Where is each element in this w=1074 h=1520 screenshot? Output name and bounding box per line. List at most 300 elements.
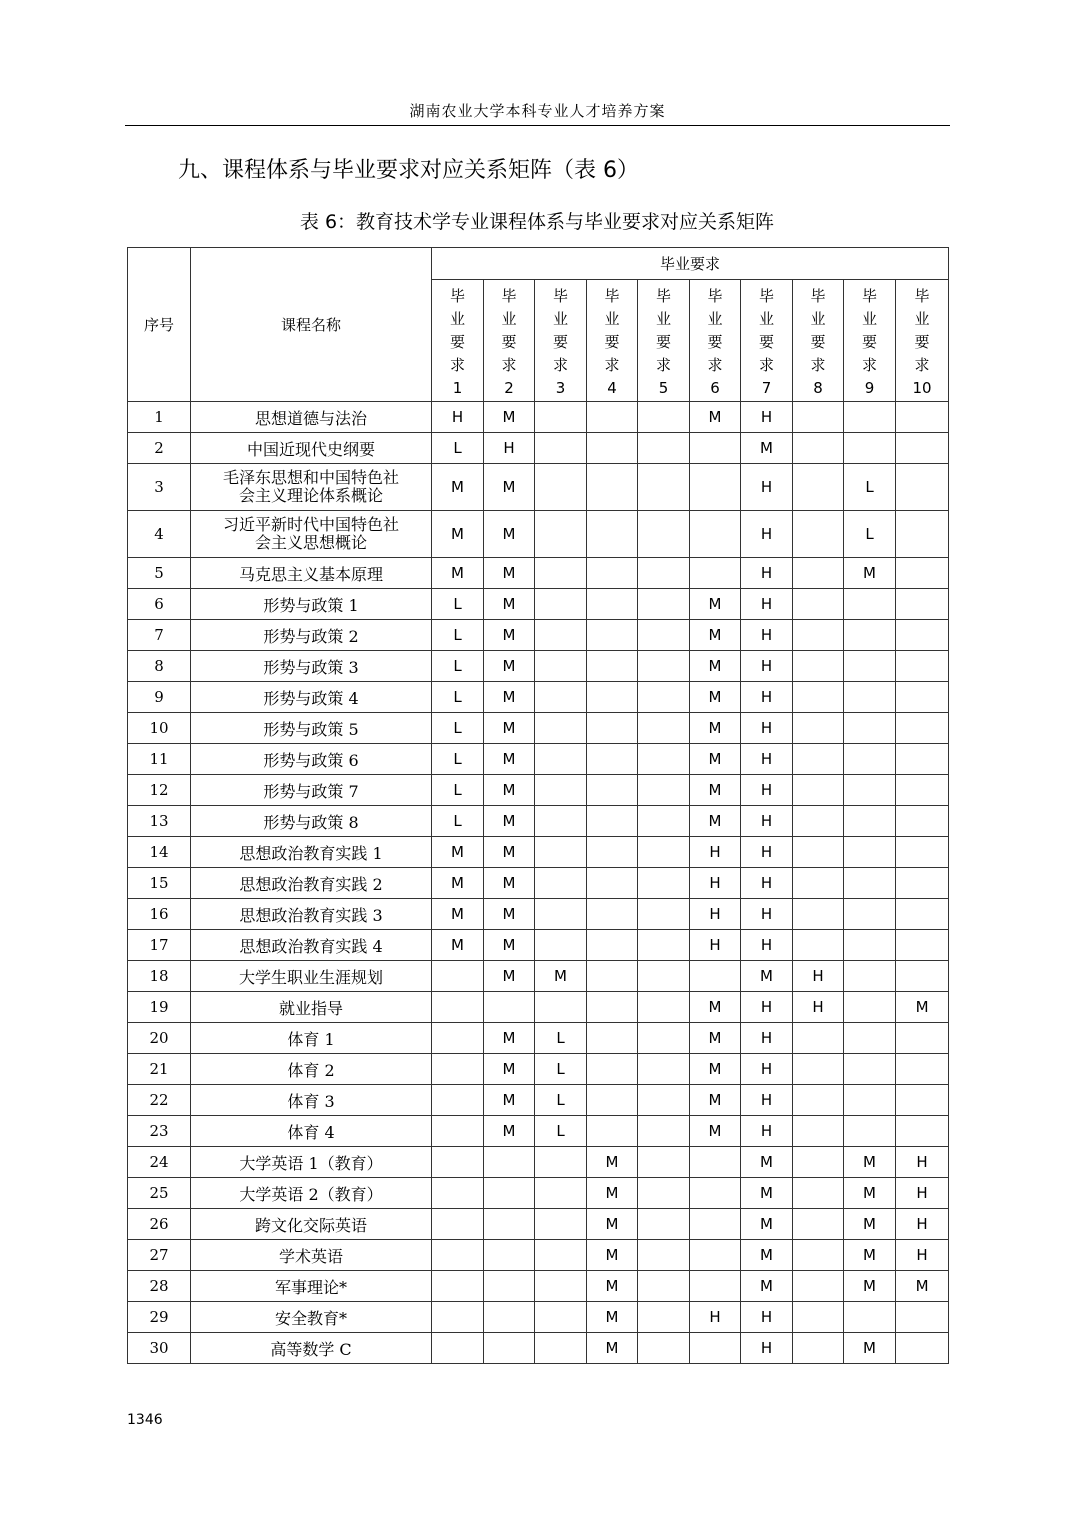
requirement-number: 3 (555, 378, 566, 397)
requirement-level-cell (793, 1054, 844, 1085)
course-name: 思想政治教育实践 4 (191, 930, 432, 961)
requirement-level-cell: H (896, 1147, 949, 1178)
requirement-level-cell: L (432, 682, 484, 713)
requirement-char: 毕 (707, 286, 723, 305)
table-row (128, 899, 949, 930)
course-name: 形势与政策 4 (191, 682, 432, 713)
course-name: 毛泽东思想和中国特色社会主义理论体系概论 (191, 464, 432, 511)
requirement-level-cell (844, 620, 896, 651)
requirement-char: 业 (501, 309, 517, 328)
requirement-level-cell: M (484, 589, 535, 620)
requirement-level-cell (432, 961, 484, 992)
requirement-level-cell: M (844, 558, 896, 589)
requirement-level-cell (793, 806, 844, 837)
requirement-level-cell: H (741, 899, 793, 930)
requirement-level-cell: M (587, 1147, 638, 1178)
requirement-level-cell (638, 1271, 690, 1302)
requirement-level-cell (587, 713, 638, 744)
requirement-level-cell (844, 806, 896, 837)
requirement-level-cell (896, 868, 949, 899)
requirement-level-cell: H (741, 402, 793, 433)
requirement-level-cell (793, 1271, 844, 1302)
requirement-level-cell (638, 899, 690, 930)
row-index: 1 (128, 402, 191, 433)
table-row (128, 589, 949, 620)
requirement-level-cell (844, 402, 896, 433)
requirement-level-cell (638, 713, 690, 744)
requirement-level-cell (844, 1054, 896, 1085)
requirement-char: 要 (861, 332, 877, 351)
requirement-level-cell (432, 1302, 484, 1333)
header-requirement-9 (844, 280, 896, 402)
requirement-level-cell (690, 1178, 741, 1209)
requirement-char: 毕 (604, 286, 620, 305)
header-requirement-7 (741, 280, 793, 402)
course-name: 思想政治教育实践 2 (191, 868, 432, 899)
requirement-level-cell (587, 464, 638, 511)
requirement-char: 求 (655, 355, 671, 374)
requirement-level-cell (638, 1240, 690, 1271)
table-row (128, 1023, 949, 1054)
course-name: 高等数学 C (191, 1333, 432, 1364)
requirement-char: 业 (552, 309, 568, 328)
table-row (128, 1333, 949, 1364)
requirement-level-cell: M (587, 1333, 638, 1364)
table-row (128, 1054, 949, 1085)
requirement-level-cell (793, 1333, 844, 1364)
table-row (128, 1271, 949, 1302)
requirement-level-cell (638, 744, 690, 775)
requirement-char: 毕 (810, 286, 826, 305)
requirement-level-cell (844, 589, 896, 620)
requirement-level-cell (432, 1054, 484, 1085)
row-index: 28 (128, 1271, 191, 1302)
requirement-level-cell (638, 589, 690, 620)
requirement-level-cell: M (484, 837, 535, 868)
row-index: 3 (128, 464, 191, 511)
requirement-level-cell: H (690, 868, 741, 899)
course-name: 马克思主义基本原理 (191, 558, 432, 589)
requirement-level-cell: M (690, 682, 741, 713)
requirement-char: 业 (655, 309, 671, 328)
requirement-level-cell (690, 961, 741, 992)
table-row (128, 620, 949, 651)
requirement-level-cell (896, 1023, 949, 1054)
requirement-level-cell (587, 682, 638, 713)
course-name: 就业指导 (191, 992, 432, 1023)
requirement-level-cell: L (844, 464, 896, 511)
requirement-char: 求 (810, 355, 826, 374)
row-index: 22 (128, 1085, 191, 1116)
table-row (128, 682, 949, 713)
course-name: 形势与政策 8 (191, 806, 432, 837)
requirement-level-cell: M (484, 1023, 535, 1054)
row-index: 7 (128, 620, 191, 651)
requirement-level-cell: M (741, 961, 793, 992)
requirement-number: 2 (504, 378, 514, 397)
requirement-level-cell: H (896, 1178, 949, 1209)
requirement-level-cell: M (587, 1240, 638, 1271)
requirement-level-cell (638, 1147, 690, 1178)
course-name: 中国近现代史纲要 (191, 433, 432, 464)
requirement-level-cell: M (484, 1085, 535, 1116)
requirement-level-cell: M (741, 1209, 793, 1240)
requirement-level-cell (690, 1147, 741, 1178)
requirement-level-cell: M (484, 806, 535, 837)
requirement-level-cell: H (484, 433, 535, 464)
requirement-level-cell (535, 930, 587, 961)
course-name: 体育 4 (191, 1116, 432, 1147)
requirement-char: 业 (810, 309, 826, 328)
requirement-level-cell: M (484, 464, 535, 511)
requirement-number: 7 (761, 378, 772, 397)
requirement-level-cell: M (844, 1240, 896, 1271)
requirement-level-cell (535, 837, 587, 868)
requirement-level-cell (535, 433, 587, 464)
requirement-level-cell (896, 1333, 949, 1364)
requirement-level-cell: L (432, 806, 484, 837)
requirement-level-cell: M (535, 961, 587, 992)
table-row (128, 433, 949, 464)
row-index: 5 (128, 558, 191, 589)
requirement-level-cell (535, 1271, 587, 1302)
requirement-level-cell (896, 682, 949, 713)
requirement-level-cell: H (741, 1302, 793, 1333)
requirement-level-cell (793, 402, 844, 433)
requirement-level-cell (535, 1178, 587, 1209)
course-name: 安全教育* (191, 1302, 432, 1333)
requirement-level-cell: H (432, 402, 484, 433)
requirement-char: 要 (707, 332, 723, 351)
requirement-level-cell (793, 713, 844, 744)
requirement-level-cell (638, 511, 690, 558)
requirement-char: 求 (604, 355, 620, 374)
requirement-level-cell: M (844, 1209, 896, 1240)
requirement-char: 业 (449, 309, 465, 328)
table-caption: 表 6：教育技术学专业课程体系与毕业要求对应关系矩阵 (299, 211, 775, 233)
table-row (128, 558, 949, 589)
course-name: 形势与政策 3 (191, 651, 432, 682)
requirement-level-cell: M (690, 620, 741, 651)
requirement-level-cell (484, 992, 535, 1023)
row-index: 27 (128, 1240, 191, 1271)
course-name: 跨文化交际英语 (191, 1209, 432, 1240)
requirement-level-cell: L (535, 1085, 587, 1116)
requirement-level-cell: H (793, 992, 844, 1023)
requirement-level-cell (638, 651, 690, 682)
requirement-char: 毕 (449, 286, 465, 305)
requirement-level-cell (587, 744, 638, 775)
requirement-level-cell: L (535, 1023, 587, 1054)
requirement-level-cell: H (741, 1116, 793, 1147)
requirement-level-cell (432, 1116, 484, 1147)
requirement-char: 求 (501, 355, 517, 374)
requirement-level-cell (484, 1271, 535, 1302)
requirement-level-cell (535, 1240, 587, 1271)
requirement-level-cell: M (432, 511, 484, 558)
requirement-level-cell: M (484, 713, 535, 744)
requirement-level-cell (896, 558, 949, 589)
row-index: 15 (128, 868, 191, 899)
requirement-level-cell: H (690, 1302, 741, 1333)
requirement-char: 业 (914, 309, 930, 328)
requirement-level-cell (638, 1178, 690, 1209)
requirement-level-cell (484, 1147, 535, 1178)
requirement-char: 要 (758, 332, 774, 351)
requirement-level-cell (896, 899, 949, 930)
course-name: 体育 2 (191, 1054, 432, 1085)
requirement-level-cell: M (484, 558, 535, 589)
course-name: 形势与政策 1 (191, 589, 432, 620)
requirement-level-cell (690, 1240, 741, 1271)
requirement-level-cell (793, 651, 844, 682)
requirement-level-cell: M (690, 992, 741, 1023)
requirement-level-cell (793, 1302, 844, 1333)
requirement-level-cell (793, 558, 844, 589)
requirement-level-cell (432, 992, 484, 1023)
requirement-level-cell (638, 806, 690, 837)
requirement-level-cell (638, 1085, 690, 1116)
requirement-char: 业 (861, 309, 877, 328)
header-requirement-2 (484, 280, 535, 402)
requirement-level-cell (432, 1240, 484, 1271)
row-index: 29 (128, 1302, 191, 1333)
requirement-level-cell (793, 868, 844, 899)
requirement-level-cell (535, 1333, 587, 1364)
requirement-char: 业 (758, 309, 774, 328)
table-row (128, 1240, 949, 1271)
requirement-level-cell (844, 930, 896, 961)
requirement-number: 6 (710, 378, 720, 397)
requirement-level-cell: M (432, 868, 484, 899)
requirement-number: 10 (912, 378, 932, 397)
requirement-level-cell (844, 433, 896, 464)
requirement-level-cell: M (484, 620, 535, 651)
requirement-level-cell: H (741, 682, 793, 713)
requirement-level-cell (844, 775, 896, 806)
requirement-level-cell: M (690, 651, 741, 682)
header-requirement-8 (793, 280, 844, 402)
requirement-char: 求 (552, 355, 568, 374)
course-name: 形势与政策 7 (191, 775, 432, 806)
table-row (128, 1116, 949, 1147)
requirement-level-cell (587, 930, 638, 961)
requirement-level-cell (844, 899, 896, 930)
requirement-char: 要 (810, 332, 826, 351)
requirement-level-cell (587, 992, 638, 1023)
row-index: 4 (128, 511, 191, 558)
requirement-level-cell (793, 511, 844, 558)
requirement-number: 1 (452, 378, 463, 397)
requirement-level-cell (793, 1209, 844, 1240)
requirement-level-cell (638, 620, 690, 651)
requirement-level-cell: M (432, 558, 484, 589)
requirement-number: 8 (813, 378, 823, 397)
requirement-level-cell (690, 1271, 741, 1302)
requirement-char: 要 (914, 332, 930, 351)
requirement-level-cell: M (896, 992, 949, 1023)
requirement-level-cell (587, 589, 638, 620)
requirement-char: 要 (552, 332, 568, 351)
requirement-level-cell (535, 651, 587, 682)
requirement-level-cell: L (432, 433, 484, 464)
requirement-char: 求 (861, 355, 877, 374)
course-requirement-matrix (127, 247, 949, 1364)
requirement-level-cell (896, 651, 949, 682)
table-row (128, 930, 949, 961)
row-index: 21 (128, 1054, 191, 1085)
requirement-char: 毕 (758, 286, 774, 305)
requirement-level-cell: M (741, 1271, 793, 1302)
requirement-level-cell (793, 837, 844, 868)
requirement-level-cell (638, 868, 690, 899)
table-row (128, 1085, 949, 1116)
table-row (128, 961, 949, 992)
requirement-level-cell (896, 930, 949, 961)
requirement-level-cell: M (587, 1178, 638, 1209)
header-requirement-10 (896, 280, 949, 402)
requirement-level-cell (793, 930, 844, 961)
requirement-level-cell (844, 961, 896, 992)
header-course-name: 课程名称 (191, 248, 432, 402)
requirement-level-cell (690, 1333, 741, 1364)
requirement-level-cell (896, 1116, 949, 1147)
requirement-level-cell: L (535, 1116, 587, 1147)
requirement-level-cell: M (741, 433, 793, 464)
requirement-level-cell: H (793, 961, 844, 992)
requirement-char: 要 (449, 332, 465, 351)
requirement-level-cell: L (432, 713, 484, 744)
course-name: 思想道德与法治 (191, 402, 432, 433)
requirement-level-cell: M (484, 775, 535, 806)
requirement-level-cell (896, 744, 949, 775)
course-name: 形势与政策 2 (191, 620, 432, 651)
requirement-level-cell (896, 961, 949, 992)
requirement-level-cell (535, 744, 587, 775)
requirement-level-cell (896, 433, 949, 464)
requirement-level-cell (432, 1209, 484, 1240)
requirement-level-cell: M (690, 1085, 741, 1116)
table-row (128, 1147, 949, 1178)
requirement-level-cell (793, 682, 844, 713)
requirement-level-cell (793, 433, 844, 464)
requirement-level-cell (638, 1209, 690, 1240)
requirement-level-cell (587, 511, 638, 558)
requirement-level-cell (535, 620, 587, 651)
requirement-level-cell (638, 1302, 690, 1333)
row-index: 18 (128, 961, 191, 992)
requirement-level-cell: M (690, 402, 741, 433)
requirement-level-cell: M (844, 1147, 896, 1178)
requirement-level-cell (690, 558, 741, 589)
requirement-level-cell (896, 713, 949, 744)
requirement-level-cell (587, 868, 638, 899)
requirement-level-cell: M (484, 1116, 535, 1147)
requirement-level-cell (535, 806, 587, 837)
requirement-level-cell: M (484, 402, 535, 433)
requirement-level-cell (638, 775, 690, 806)
requirement-level-cell (535, 992, 587, 1023)
requirement-level-cell (432, 1271, 484, 1302)
requirement-level-cell: M (690, 744, 741, 775)
requirement-level-cell: M (484, 682, 535, 713)
requirement-level-cell: M (432, 464, 484, 511)
requirement-level-cell (587, 433, 638, 464)
row-index: 13 (128, 806, 191, 837)
requirement-level-cell (484, 1333, 535, 1364)
requirement-level-cell (638, 961, 690, 992)
requirement-level-cell (587, 961, 638, 992)
section-heading: 九、课程体系与毕业要求对应关系矩阵（表 6） (178, 158, 639, 183)
requirement-level-cell (638, 1023, 690, 1054)
table-row (128, 1209, 949, 1240)
requirement-level-cell (896, 806, 949, 837)
course-name: 军事理论* (191, 1271, 432, 1302)
table-row (128, 744, 949, 775)
requirement-level-cell: L (432, 744, 484, 775)
requirement-level-cell: L (432, 620, 484, 651)
requirement-level-cell (793, 1240, 844, 1271)
row-index: 9 (128, 682, 191, 713)
requirement-level-cell: M (690, 1023, 741, 1054)
requirement-char: 求 (707, 355, 723, 374)
requirement-level-cell (844, 992, 896, 1023)
requirement-level-cell: M (484, 930, 535, 961)
requirement-level-cell (587, 1023, 638, 1054)
requirement-level-cell: H (741, 775, 793, 806)
requirement-level-cell: L (432, 651, 484, 682)
requirement-level-cell (793, 1085, 844, 1116)
requirement-level-cell (432, 1333, 484, 1364)
requirement-level-cell (793, 620, 844, 651)
row-index: 16 (128, 899, 191, 930)
requirement-char: 求 (758, 355, 774, 374)
requirement-level-cell (690, 1209, 741, 1240)
requirement-level-cell (535, 713, 587, 744)
requirement-level-cell (587, 899, 638, 930)
requirement-char: 求 (914, 355, 930, 374)
requirement-level-cell (535, 899, 587, 930)
requirement-level-cell: H (741, 620, 793, 651)
requirement-level-cell (638, 682, 690, 713)
requirement-level-cell (587, 620, 638, 651)
requirement-level-cell (844, 1085, 896, 1116)
requirement-level-cell: M (484, 744, 535, 775)
requirement-level-cell: H (741, 558, 793, 589)
row-index: 26 (128, 1209, 191, 1240)
requirement-level-cell: H (741, 1333, 793, 1364)
requirement-level-cell: H (741, 1054, 793, 1085)
header-requirement-3 (535, 280, 587, 402)
table-row (128, 775, 949, 806)
page-number: 1346 (127, 1412, 163, 1428)
requirement-char: 要 (604, 332, 620, 351)
requirement-level-cell: M (690, 1054, 741, 1085)
requirement-level-cell (844, 651, 896, 682)
requirement-level-cell: M (484, 1054, 535, 1085)
header-requirement-6 (690, 280, 741, 402)
table-row (128, 511, 949, 558)
requirement-level-cell: M (432, 837, 484, 868)
requirement-level-cell (793, 899, 844, 930)
requirement-number: 9 (864, 378, 875, 397)
requirement-level-cell (535, 1209, 587, 1240)
requirement-level-cell (793, 1178, 844, 1209)
requirement-level-cell: M (587, 1209, 638, 1240)
table-row (128, 837, 949, 868)
requirement-level-cell (690, 511, 741, 558)
requirement-level-cell (844, 868, 896, 899)
